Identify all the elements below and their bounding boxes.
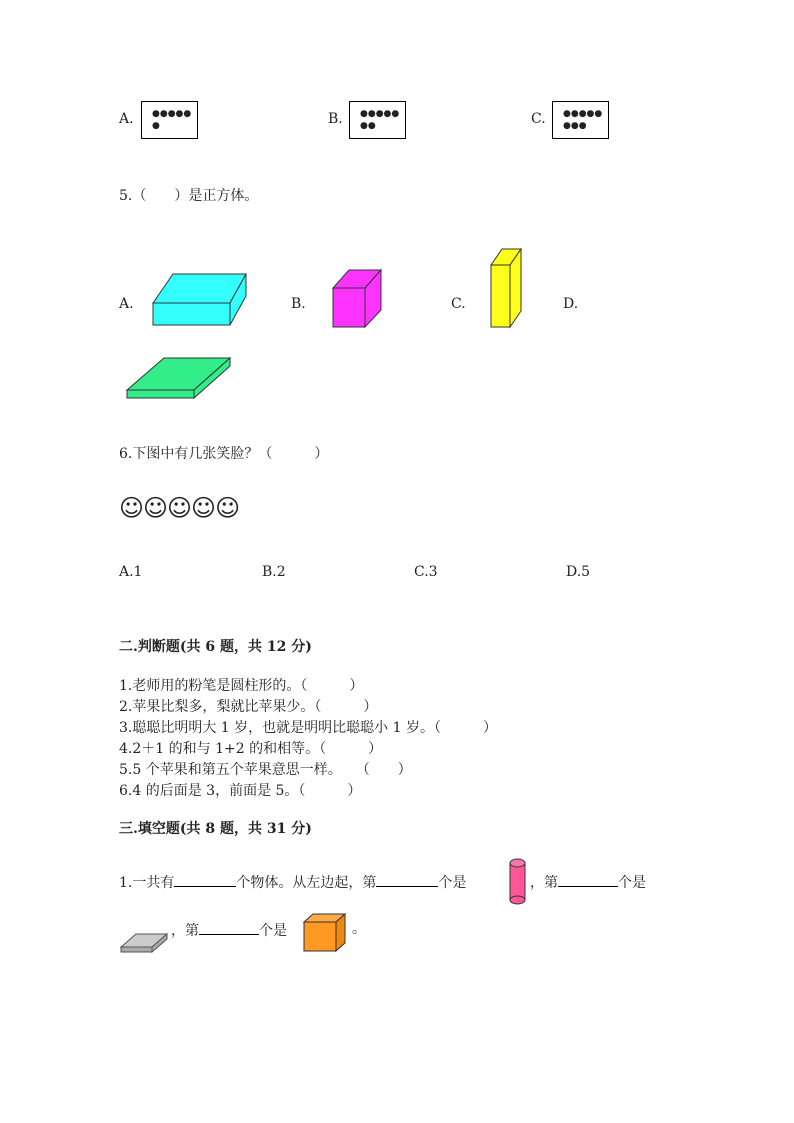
q4-option-a-dots-card (141, 101, 198, 139)
q5-option-b-cube-figure (331, 268, 385, 330)
q5-option-c-tall-prism-figure (488, 247, 524, 331)
dots-row-1: ●●●●● (563, 109, 603, 119)
fill-q1-text-7: 个是 (259, 923, 287, 939)
gray-plate-figure (119, 930, 171, 956)
q6-option-b: B.2 (262, 564, 286, 580)
dots-row-1: ●●●●● (360, 109, 400, 119)
judge-item-5: 5.5 个苹果和第五个苹果意思一样。 （ ） (119, 762, 412, 778)
q4-option-b-dots-card (349, 101, 406, 139)
q5-question: 5.（ ）是正方体。 (119, 188, 259, 204)
section2-items (119, 677, 497, 803)
dots-row-1: ●●●●● (152, 109, 192, 119)
section2-title: 二.判断题(共 6 题，共 12 分) (119, 639, 312, 655)
dots-row-2: ● (152, 121, 160, 131)
q5-option-c-label: C. (451, 296, 466, 312)
fill-q1-text-4: ，第 (530, 875, 558, 891)
fill-q1-text-3: 个是 (438, 875, 467, 891)
fill-q1-text-6: ，第 (171, 923, 199, 939)
q4-option-b-label: B. (328, 111, 343, 127)
fill-q1-line2 (171, 920, 287, 940)
orange-cube-figure (301, 912, 349, 954)
q4-option-c-dots-card (552, 101, 609, 139)
q4-option-c-label: C. (531, 111, 546, 127)
answer-blank-1[interactable] (174, 872, 236, 887)
dots-row-2: ●● (360, 121, 376, 131)
fill-q1-text-8: 。 (352, 921, 366, 937)
q5-option-b-label: B. (291, 296, 306, 312)
section3-title: 三.填空题(共 8 题，共 31 分) (119, 821, 312, 837)
answer-blank-3[interactable] (558, 872, 618, 887)
judge-item-1: 1.老师用的粉笔是圆柱形的。（ ） (119, 678, 364, 694)
answer-blank-2[interactable] (376, 872, 438, 887)
dots-row-2: ●●● (563, 121, 587, 131)
q5-option-a-cuboid-figure (150, 270, 250, 328)
q6-option-a: A.1 (119, 564, 143, 580)
fill-q1-line1-cont (530, 872, 646, 892)
q6-question: 6.下图中有几张笑脸？（ ） (119, 446, 329, 462)
answer-blank-4[interactable] (199, 920, 259, 935)
q4-option-a-label: A. (119, 111, 134, 127)
judge-item-4: 4.2＋1 的和与 1+2 的和相等。（ ） (119, 741, 383, 757)
fill-q1-text-1: 1.一共有 (119, 875, 175, 891)
fill-q1-text-5: 个是 (618, 875, 646, 891)
judge-item-2: 2.苹果比梨多，梨就比苹果少。（ ） (119, 699, 378, 715)
q5-option-d-flat-prism-figure (124, 355, 234, 401)
smiley-faces-icon: ☺☺☺☺☺ (119, 494, 240, 522)
q5-option-d-label: D. (563, 296, 579, 312)
judge-item-6: 6.4 的后面是 3，前面是 5。（ ） (119, 783, 362, 799)
judge-item-3: 3.聪聪比明明大 1 岁，也就是明明比聪聪小 1 岁。（ ） (119, 720, 497, 736)
fill-q1-text-2: 个物体。从左边起，第 (236, 875, 377, 891)
q6-option-c: C.3 (414, 564, 438, 580)
fill-q1-line1 (119, 872, 466, 892)
pink-cylinder-figure (507, 857, 529, 907)
q5-option-a-label: A. (119, 296, 134, 312)
q6-option-d: D.5 (566, 564, 591, 580)
